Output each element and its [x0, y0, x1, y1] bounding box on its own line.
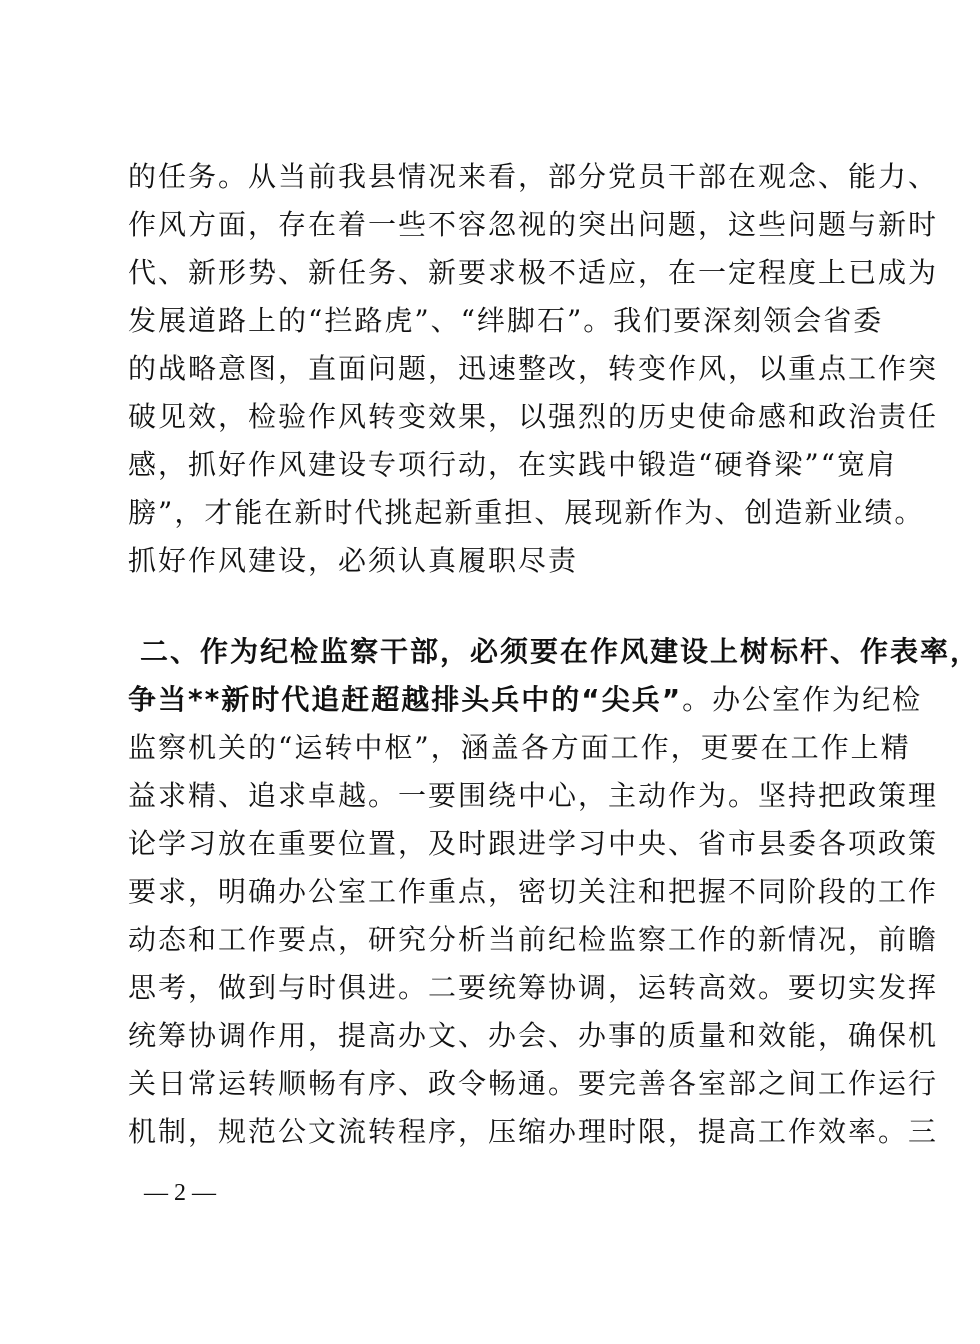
paragraph-line: 思考，做到与时俱进。二要统筹协调，运转高效。要切实发挥: [128, 971, 939, 1004]
paragraph-1: [128, 153, 939, 585]
paragraph-line: 动态和工作要点，研究分析当前纪检监察工作的新情况，前瞻: [128, 923, 939, 956]
paragraph-line: 监察机关的“运转中枢”，涵盖各方面工作，更要在工作上精: [128, 731, 911, 764]
paragraph-line: 代、新形势、新任务、新要求极不适应，在一定程度上已成为: [128, 256, 939, 289]
paragraph-line: 论学习放在重要位置，及时跟进学习中央、省市县委各项政策: [128, 827, 939, 860]
paragraph-line: 统筹协调作用，提高办文、办会、办事的质量和效能，确保机: [128, 1019, 939, 1052]
section-heading-continuation: [128, 676, 923, 724]
page-number: — 2 —: [144, 1180, 216, 1206]
section-heading-bold-tail: 争当**新时代追赶超越排头兵中的“尖兵”: [128, 683, 683, 716]
paragraph-line: 要求，明确办公室工作重点，密切关注和把握不同阶段的工作: [128, 875, 939, 908]
paragraph-line: 感，抓好作风建设专项行动，在实践中锻造“硬脊梁”“宽肩: [128, 448, 897, 481]
section-heading: 二、作为纪检监察干部，必须要在作风建设上树标杆、作表率，: [140, 635, 980, 668]
paragraph-line: 发展道路上的“拦路虎”、“绊脚石”。我们要深刻领会省委: [128, 304, 884, 337]
paragraph-line: 膀”，才能在新时代挑起新重担、展现新作为、创造新业绩。: [128, 496, 925, 529]
paragraph-line: 抓好作风建设，必须认真履职尽责: [128, 544, 579, 577]
paragraph-line: 作风方面，存在着一些不容忽视的突出问题，这些问题与新时: [128, 208, 939, 241]
paragraph-line: 的战略意图，直面问题，迅速整改，转变作风，以重点工作突: [128, 352, 939, 385]
paragraph-line: 益求精、追求卓越。一要围绕中心，主动作为。坚持把政策理: [128, 779, 939, 812]
paragraph-line: 机制，规范公文流转程序，压缩办理时限，提高工作效率。三: [128, 1115, 939, 1148]
paragraph-text: 。办公室作为纪检: [682, 683, 923, 716]
paragraph-line: 破见效，检验作风转变效果，以强烈的历史使命感和政治责任: [128, 400, 939, 433]
paragraph-line: 关日常运转顺畅有序、政令畅通。要完善各室部之间工作运行: [128, 1067, 939, 1100]
paragraph-2: [128, 628, 980, 1156]
paragraph-line: 的任务。从当前我县情况来看，部分党员干部在观念、能力、: [128, 160, 939, 193]
